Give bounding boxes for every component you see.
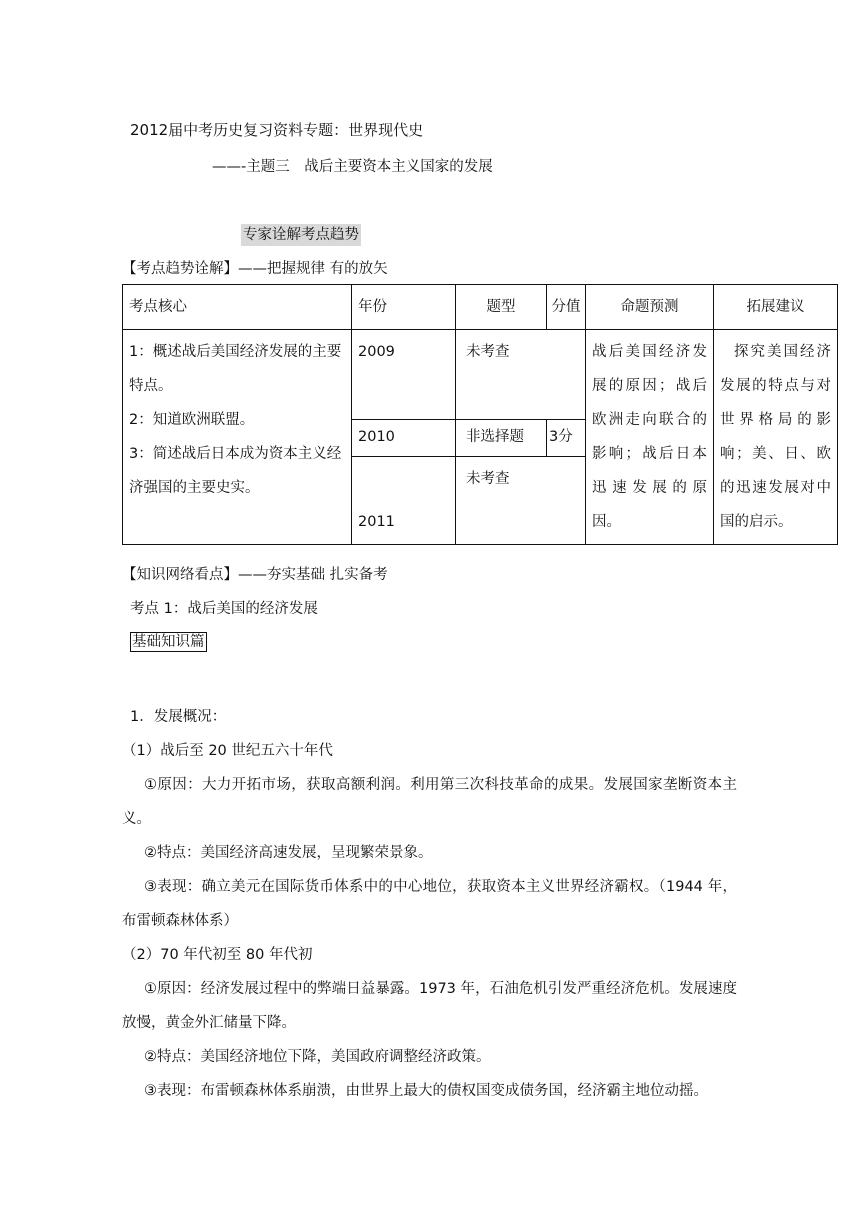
period-2-reason: ①原因：经济发展过程中的弊端日益暴露。1973 年，石油危机引发严重经济危机。发展速度放慢，黄金外汇储量下降。 [122, 981, 737, 1031]
type-cell-2011: 未考查 [456, 457, 586, 545]
header-core: 考点核心 [123, 285, 352, 330]
period-2-show: ③表现：布雷顿森林体系崩溃，由世界上最大的债权国变成债务国，经济霸主地位动摇。 [144, 1083, 708, 1099]
prediction-cell: 战后美国经济发展的原因；战后欧洲走向联合的影响；战后日本迅速发展的原因。 [586, 330, 714, 545]
score-cell-2010: 3分 [547, 419, 586, 457]
year-cell-2011: 2011 [352, 457, 456, 545]
trend-heading: 【考点趋势诠解】——把握规律 有的放矢 [122, 261, 388, 277]
header-score: 分值 [547, 285, 586, 330]
core-points-cell [123, 330, 352, 545]
exam-trend-table [122, 284, 838, 545]
document-title: 2012届中考历史复习资料专题：世界现代史 [130, 121, 424, 139]
basic-knowledge-box: 基础知识篇 [132, 634, 205, 650]
core-point-2: 2：知道欧洲联盟。 [129, 412, 255, 428]
point-1-heading: 考点 1：战后美国的经济发展 [130, 601, 318, 617]
network-heading: 【知识网络看点】——夯实基础 扎实备考 [122, 567, 388, 583]
period-1-reason: ①原因：大力开拓市场，获取高额利润。利用第三次科技革命的成果。发展国家垄断资本主义。 [122, 777, 737, 827]
expert-banner: 专家诠解考点趋势 [241, 224, 361, 246]
core-point-3: 3：简述战后日本成为资本主义经济强国的主要史实。 [129, 446, 342, 496]
header-year: 年份 [352, 285, 456, 330]
header-type: 题型 [456, 285, 547, 330]
period-1-show: ③表现：确立美元在国际货币体系中的中心地位，获取资本主义世界经济霸权。（1944 年，布雷顿森林体系） [122, 879, 737, 929]
body-text [122, 700, 737, 1108]
period-1-feature: ②特点：美国经济高速发展，呈现繁荣景象。 [144, 845, 433, 861]
suggestion-cell: 探究美国经济发展的特点与对世界格局的影响；美、日、欧的迅速发展对中国的启示。 [714, 330, 838, 545]
document-subtitle: ——-主题三 战后主要资本主义国家的发展 [212, 159, 493, 175]
core-point-1: 1：概述战后美国经济发展的主要特点。 [129, 344, 342, 394]
period-1-heading: （1）战后至 20 世纪五六十年代 [122, 743, 333, 759]
period-2-feature: ②特点：美国经济地位下降，美国政府调整经济政策。 [144, 1049, 491, 1065]
section-1-heading: 1．发展概况： [130, 709, 227, 725]
table-row [123, 330, 838, 420]
header-suggestion: 拓展建议 [714, 285, 838, 330]
table-header-row [123, 285, 838, 330]
header-prediction: 命题预测 [586, 285, 714, 330]
period-2-heading: （2）70 年代初至 80 年代初 [122, 947, 313, 963]
year-cell-2009: 2009 [352, 330, 456, 420]
type-cell-2009: 未考查 [456, 330, 586, 420]
type-cell-2010: 非选择题 [456, 419, 547, 457]
year-cell-2010: 2010 [352, 419, 456, 457]
